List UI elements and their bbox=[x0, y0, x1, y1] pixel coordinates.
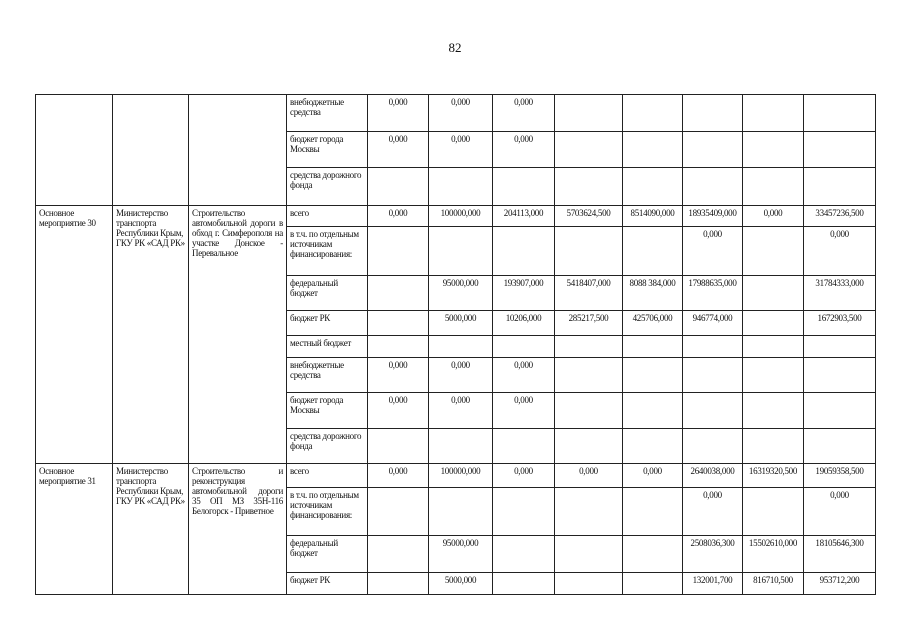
value-cell bbox=[555, 393, 623, 429]
value-cell: 0,000 bbox=[493, 358, 555, 393]
value-cell bbox=[555, 227, 623, 276]
value-cell: 16319320,500 bbox=[743, 464, 804, 488]
value-cell bbox=[623, 488, 683, 536]
value-cell bbox=[493, 536, 555, 573]
value-cell: 0,000 bbox=[804, 227, 876, 276]
value-cell: 946774,000 bbox=[683, 311, 743, 336]
value-cell: 8514090,000 bbox=[623, 206, 683, 227]
description-cell: Строительство автомобильной дороги в обход г. Симферополя на участке Донское - Перевальное bbox=[189, 206, 287, 464]
value-cell bbox=[743, 358, 804, 393]
value-cell: 5000,000 bbox=[429, 311, 493, 336]
page-number: 82 bbox=[448, 40, 462, 55]
value-cell: 31784333,000 bbox=[804, 276, 876, 311]
value-cell bbox=[743, 336, 804, 358]
value-cell: 132001,700 bbox=[683, 573, 743, 595]
value-cell: 17988635,000 bbox=[683, 276, 743, 311]
budget-table bbox=[35, 94, 876, 595]
value-cell bbox=[555, 95, 623, 132]
funding-source-cell: внебюджетные средства bbox=[287, 358, 368, 393]
funding-source-cell: всего bbox=[287, 206, 368, 227]
funding-source-cell: федеральный бюджет bbox=[287, 536, 368, 573]
value-cell bbox=[623, 95, 683, 132]
value-cell: 33457236,500 bbox=[804, 206, 876, 227]
table-row bbox=[36, 464, 876, 488]
executor-cell bbox=[113, 95, 189, 206]
value-cell bbox=[683, 132, 743, 168]
value-cell bbox=[623, 573, 683, 595]
value-cell: 816710,500 bbox=[743, 573, 804, 595]
value-cell: 100000,000 bbox=[429, 206, 493, 227]
funding-source-cell: всего bbox=[287, 464, 368, 488]
value-cell bbox=[743, 95, 804, 132]
value-cell: 8088 384,000 bbox=[623, 276, 683, 311]
value-cell: 0,000 bbox=[493, 95, 555, 132]
value-cell bbox=[743, 429, 804, 464]
value-cell bbox=[683, 358, 743, 393]
funding-source-cell: в т.ч. по отдельным источникам финансирования: bbox=[287, 227, 368, 276]
value-cell bbox=[743, 393, 804, 429]
value-cell bbox=[743, 168, 804, 206]
value-cell bbox=[368, 311, 429, 336]
value-cell: 0,000 bbox=[368, 132, 429, 168]
value-cell: 0,000 bbox=[493, 393, 555, 429]
value-cell bbox=[368, 429, 429, 464]
funding-source-cell: в т.ч. по отдельным источникам финансирования: bbox=[287, 488, 368, 536]
value-cell bbox=[683, 393, 743, 429]
value-cell bbox=[804, 168, 876, 206]
value-cell: 95000,000 bbox=[429, 276, 493, 311]
value-cell bbox=[804, 336, 876, 358]
value-cell: 0,000 bbox=[804, 488, 876, 536]
value-cell: 5418407,000 bbox=[555, 276, 623, 311]
executor-cell: Министерство транспорта Республики Крым, ГКУ РК «САД РК» bbox=[113, 206, 189, 464]
value-cell: 0,000 bbox=[429, 132, 493, 168]
value-cell bbox=[683, 429, 743, 464]
value-cell bbox=[623, 227, 683, 276]
value-cell: 2508036,300 bbox=[683, 536, 743, 573]
value-cell bbox=[493, 429, 555, 464]
event-cell: Основное мероприятие 30 bbox=[36, 206, 113, 464]
funding-source-cell: федеральный бюджет bbox=[287, 276, 368, 311]
value-cell: 15502610,000 bbox=[743, 536, 804, 573]
value-cell: 1672903,500 bbox=[804, 311, 876, 336]
value-cell bbox=[368, 276, 429, 311]
value-cell: 100000,000 bbox=[429, 464, 493, 488]
value-cell bbox=[368, 573, 429, 595]
funding-source-cell: средства дорожного фонда bbox=[287, 429, 368, 464]
table-body bbox=[36, 95, 876, 595]
value-cell bbox=[368, 168, 429, 206]
value-cell bbox=[493, 573, 555, 595]
value-cell bbox=[804, 429, 876, 464]
value-cell bbox=[683, 168, 743, 206]
value-cell: 18105646,300 bbox=[804, 536, 876, 573]
value-cell bbox=[623, 336, 683, 358]
funding-source-cell: бюджет РК bbox=[287, 573, 368, 595]
value-cell bbox=[368, 488, 429, 536]
value-cell bbox=[555, 358, 623, 393]
value-cell bbox=[429, 168, 493, 206]
value-cell bbox=[743, 276, 804, 311]
value-cell bbox=[493, 336, 555, 358]
value-cell bbox=[493, 227, 555, 276]
value-cell bbox=[368, 536, 429, 573]
funding-source-cell: бюджет РК bbox=[287, 311, 368, 336]
value-cell bbox=[623, 429, 683, 464]
value-cell: 953712,200 bbox=[804, 573, 876, 595]
value-cell bbox=[623, 132, 683, 168]
value-cell: 5000,000 bbox=[429, 573, 493, 595]
value-cell bbox=[555, 536, 623, 573]
value-cell bbox=[555, 168, 623, 206]
value-cell bbox=[743, 227, 804, 276]
value-cell: 0,000 bbox=[493, 464, 555, 488]
value-cell bbox=[555, 573, 623, 595]
value-cell bbox=[743, 488, 804, 536]
funding-source-cell: внебюджетные средства bbox=[287, 95, 368, 132]
value-cell: 0,000 bbox=[429, 393, 493, 429]
table-row bbox=[36, 206, 876, 227]
executor-cell: Министерство транспорта Республики Крым, ГКУ РК «САД РК» bbox=[113, 464, 189, 595]
event-cell: Основное мероприятие 31 bbox=[36, 464, 113, 595]
value-cell: 0,000 bbox=[623, 464, 683, 488]
value-cell: 0,000 bbox=[555, 464, 623, 488]
value-cell bbox=[743, 132, 804, 168]
value-cell bbox=[368, 336, 429, 358]
value-cell: 0,000 bbox=[683, 488, 743, 536]
value-cell bbox=[555, 488, 623, 536]
value-cell bbox=[429, 336, 493, 358]
value-cell: 0,000 bbox=[429, 95, 493, 132]
value-cell bbox=[623, 168, 683, 206]
value-cell bbox=[429, 429, 493, 464]
table-row bbox=[36, 95, 876, 132]
funding-source-cell: местный бюджет bbox=[287, 336, 368, 358]
value-cell: 19059358,500 bbox=[804, 464, 876, 488]
value-cell: 95000,000 bbox=[429, 536, 493, 573]
value-cell bbox=[555, 132, 623, 168]
value-cell: 18935409,000 bbox=[683, 206, 743, 227]
value-cell bbox=[683, 95, 743, 132]
funding-source-cell: средства дорожного фонда bbox=[287, 168, 368, 206]
value-cell bbox=[804, 393, 876, 429]
value-cell: 0,000 bbox=[429, 358, 493, 393]
value-cell bbox=[493, 168, 555, 206]
value-cell: 0,000 bbox=[743, 206, 804, 227]
value-cell: 0,000 bbox=[493, 132, 555, 168]
value-cell: 0,000 bbox=[368, 464, 429, 488]
description-cell: Строительство и реконструкция автомобильной дороги 35 ОП МЗ 35Н-116 Белогорск - Приветное bbox=[189, 464, 287, 595]
value-cell: 10206,000 bbox=[493, 311, 555, 336]
value-cell bbox=[804, 132, 876, 168]
value-cell bbox=[623, 536, 683, 573]
value-cell bbox=[804, 358, 876, 393]
event-cell bbox=[36, 95, 113, 206]
value-cell bbox=[555, 336, 623, 358]
value-cell: 193907,000 bbox=[493, 276, 555, 311]
value-cell: 204113,000 bbox=[493, 206, 555, 227]
value-cell bbox=[429, 227, 493, 276]
value-cell: 0,000 bbox=[368, 206, 429, 227]
value-cell bbox=[623, 358, 683, 393]
value-cell bbox=[368, 227, 429, 276]
funding-source-cell: бюджет города Москвы bbox=[287, 132, 368, 168]
value-cell bbox=[429, 488, 493, 536]
value-cell bbox=[804, 95, 876, 132]
value-cell: 2640038,000 bbox=[683, 464, 743, 488]
value-cell: 0,000 bbox=[368, 358, 429, 393]
value-cell: 425706,000 bbox=[623, 311, 683, 336]
value-cell bbox=[555, 429, 623, 464]
value-cell: 285217,500 bbox=[555, 311, 623, 336]
value-cell bbox=[623, 393, 683, 429]
value-cell: 0,000 bbox=[368, 393, 429, 429]
description-cell bbox=[189, 95, 287, 206]
value-cell: 5703624,500 bbox=[555, 206, 623, 227]
funding-source-cell: бюджет города Москвы bbox=[287, 393, 368, 429]
value-cell bbox=[683, 336, 743, 358]
value-cell bbox=[743, 311, 804, 336]
value-cell bbox=[493, 488, 555, 536]
value-cell: 0,000 bbox=[368, 95, 429, 132]
value-cell: 0,000 bbox=[683, 227, 743, 276]
